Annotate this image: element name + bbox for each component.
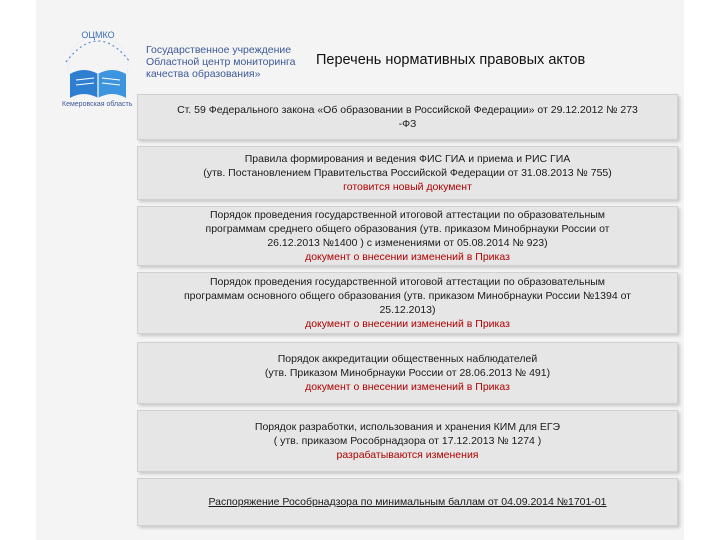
document-status: документ о внесении изменений в Приказ [305, 318, 510, 330]
document-text: программам среднего общего образования (утв. приказом Минобрнауки России от [205, 223, 610, 235]
document-status: готовится новый документ [343, 181, 472, 193]
document-link-min-scores[interactable]: Распоряжение Рособрнадзора по минимальным баллам от 04.09.2014 №1701-01 [208, 496, 607, 508]
document-text: Ст. 59 Федерального закона «Об образовании в Российской Федерации» от 29.12.2012 № 273 [177, 104, 638, 116]
document-item-law [137, 94, 678, 140]
document-item-gia-basic [137, 272, 678, 334]
logo-text: ОЦМКО [81, 30, 115, 40]
document-text: 25.12.2013) [379, 304, 436, 316]
document-text: Порядок разработки, использования и хранения КИМ для ЕГЭ [254, 421, 561, 433]
document-item-fis-rules [137, 146, 678, 200]
organization-name [146, 44, 306, 80]
document-text: Порядок аккредитации общественных наблюдателей [277, 353, 538, 365]
document-text: программам основного общего образования (утв. приказом Минобрнауки России №1394 от [184, 290, 631, 302]
document-status: разрабатываются изменения [336, 449, 479, 461]
document-text: -ФЗ [398, 118, 417, 130]
org-name-line-1: Государственное учреждение [146, 44, 292, 56]
document-item-observers [137, 342, 678, 404]
document-item-kim [137, 410, 678, 472]
document-text: (утв. Постановлением Правительства Российской Федерации от 31.08.2013 № 755) [203, 167, 612, 179]
document-status: документ о внесении изменений в Приказ [305, 381, 510, 393]
org-name-line-3: качества образования» [146, 68, 261, 80]
document-text: Правила формирования и ведения ФИС ГИА и приема и РИС ГИА [244, 153, 571, 165]
document-status: документ о внесении изменений в Приказ [305, 251, 510, 263]
document-item-min-scores[interactable] [137, 478, 678, 526]
document-text: 26.12.2013 №1400 ) с изменениями от 05.08.2014 № 923) [267, 237, 548, 249]
document-text: ( утв. приказом Рособрнадзора от 17.12.2013 № 1274 ) [273, 435, 542, 447]
document-text: Порядок проведения государственной итоговой аттестации по образовательным [209, 276, 606, 288]
document-text: Порядок проведения государственной итоговой аттестации по образовательным [209, 209, 606, 221]
document-item-gia-secondary [137, 206, 678, 266]
region-label: Кемеровская область [62, 101, 133, 108]
org-name-line-2: Областной центр мониторинга [146, 56, 296, 68]
document-text: (утв. Приказом Минобрнауки России от 28.06.2013 № 491) [264, 367, 551, 379]
page-title: Перечень нормативных правовых актов [316, 52, 586, 68]
